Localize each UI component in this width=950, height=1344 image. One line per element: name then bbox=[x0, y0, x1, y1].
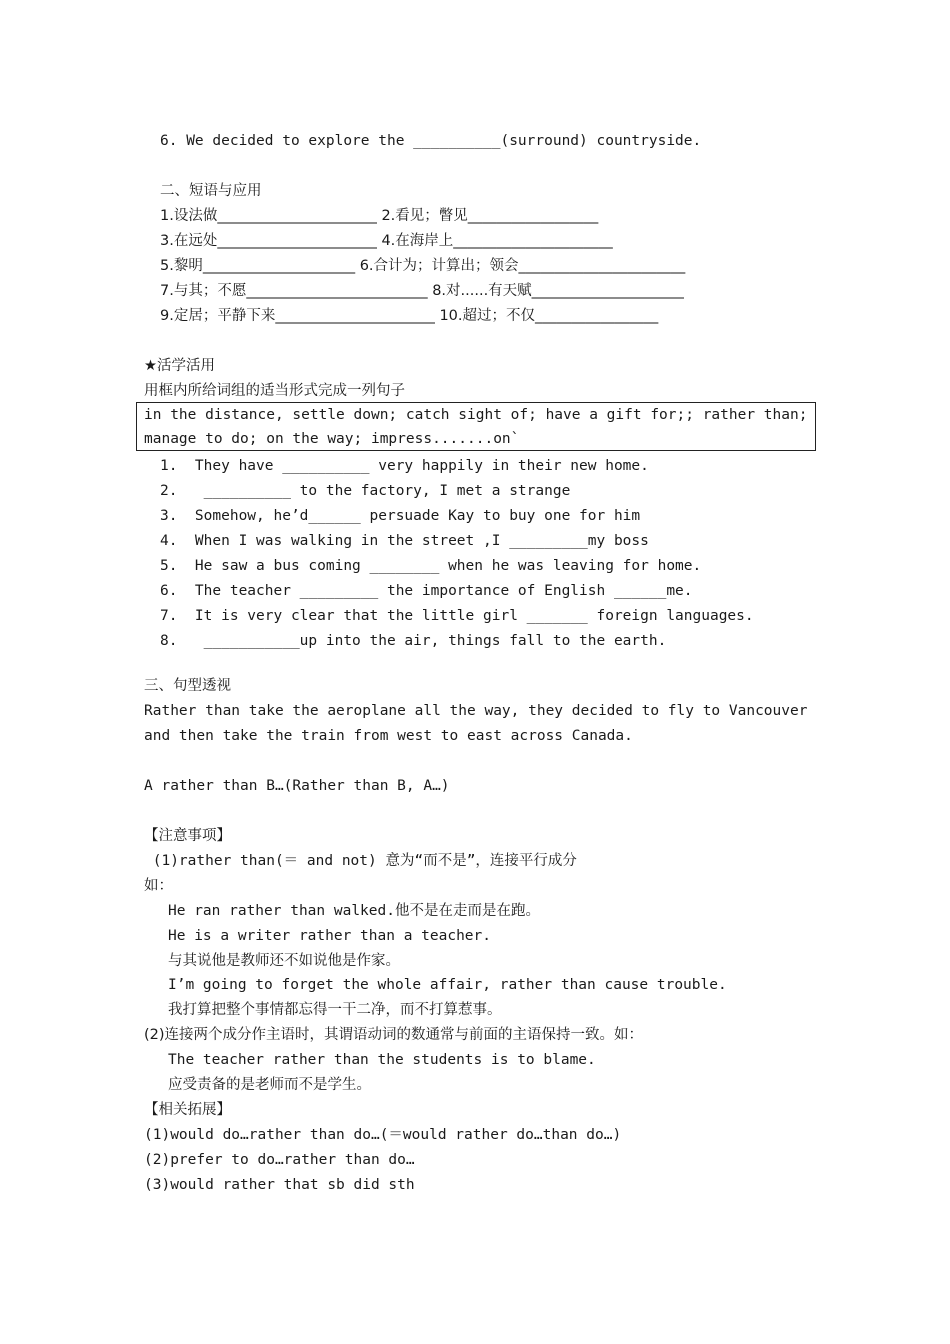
expand-heading: 【相关拓展】 bbox=[144, 1102, 231, 1118]
practice-item-4: 4. When I was walking in the street ,I _________my boss bbox=[160, 533, 649, 549]
phrase-box-line: manage to do; on the way; impress.......on` bbox=[144, 431, 520, 447]
note-1: (1)rather than(＝ and not) 意为“而不是”，连接平行成分 bbox=[144, 853, 577, 869]
practice-item-3: 3. Somehow, he’d______ persuade Kay to buy one for him bbox=[160, 508, 641, 524]
section3-heading: 三、句型透视 bbox=[144, 678, 231, 694]
phrase-row: 1.设法做______________________ 2.看见；瞥见__________________ bbox=[160, 208, 599, 224]
example-line: He is a writer rather than a teacher. bbox=[168, 928, 492, 944]
note-2: (2)连接两个成分作主语时，其谓语动词的数通常与前面的主语保持一致。如： bbox=[144, 1027, 644, 1043]
notes-heading: 【注意事项】 bbox=[144, 828, 231, 844]
phrase-box bbox=[136, 402, 816, 451]
sentence-pattern: A rather than B…(Rather than B, A…) bbox=[144, 778, 450, 794]
exercise-item-6: 6. We decided to explore the __________(surround) countryside. bbox=[160, 133, 702, 149]
phrase-box-line: in the distance, settle down; catch sight of; have a gift for;; rather than; bbox=[144, 407, 808, 423]
example-sentence-line: and then take the train from west to east across Canada. bbox=[144, 728, 633, 744]
example-line: He ran rather than walked.他不是在走而是在跑。 bbox=[168, 903, 540, 919]
practice-instruction: 用框内所给词组的适当形式完成一列句子 bbox=[144, 383, 405, 399]
phrase-row: 9.定居；平静下来______________________ 10.超过；不仅_________________ bbox=[160, 308, 659, 324]
practice-item-8: 8. ___________up into the air, things fall to the earth. bbox=[160, 633, 667, 649]
expand-item: (1)would do…rather than do…(＝would rather do…than do…) bbox=[144, 1127, 622, 1143]
practice-heading: ★活学活用 bbox=[144, 358, 215, 374]
example-line: I’m going to forget the whole affair, rather than cause trouble. bbox=[168, 977, 727, 993]
phrase-row: 5.黎明_____________________ 6.合计为；计算出；领会_______________________ bbox=[160, 258, 686, 274]
example-line: 与其说他是教师还不如说他是作家。 bbox=[168, 953, 400, 969]
example-line: 我打算把整个事情都忘得一干二净，而不打算惹事。 bbox=[168, 1002, 502, 1018]
phrase-row: 7.与其；不愿_________________________ 8.对......有天赋_____________________ bbox=[160, 283, 684, 299]
expand-item: (2)prefer to do…rather than do… bbox=[144, 1152, 415, 1168]
practice-item-2: 2. __________ to the factory, I met a strange bbox=[160, 483, 571, 499]
practice-item-1: 1. They have __________ very happily in their new home. bbox=[160, 458, 649, 474]
example-line: The teacher rather than the students is to blame. bbox=[168, 1052, 596, 1068]
practice-item-6: 6. The teacher _________ the importance of English ______me. bbox=[160, 583, 693, 599]
example-label: 如： bbox=[144, 878, 173, 894]
example-line: 应受责备的是老师而不是学生。 bbox=[168, 1077, 371, 1093]
phrase-row: 3.在远处______________________ 4.在海岸上______________________ bbox=[160, 233, 613, 249]
section2-heading: 二、短语与应用 bbox=[160, 183, 262, 199]
practice-item-5: 5. He saw a bus coming ________ when he was leaving for home. bbox=[160, 558, 702, 574]
expand-item: (3)would rather that sb did sth bbox=[144, 1177, 415, 1193]
example-sentence-line: Rather than take the aeroplane all the way, they decided to fly to Vancouver bbox=[144, 703, 808, 719]
practice-item-7: 7. It is very clear that the little girl _______ foreign languages. bbox=[160, 608, 754, 624]
